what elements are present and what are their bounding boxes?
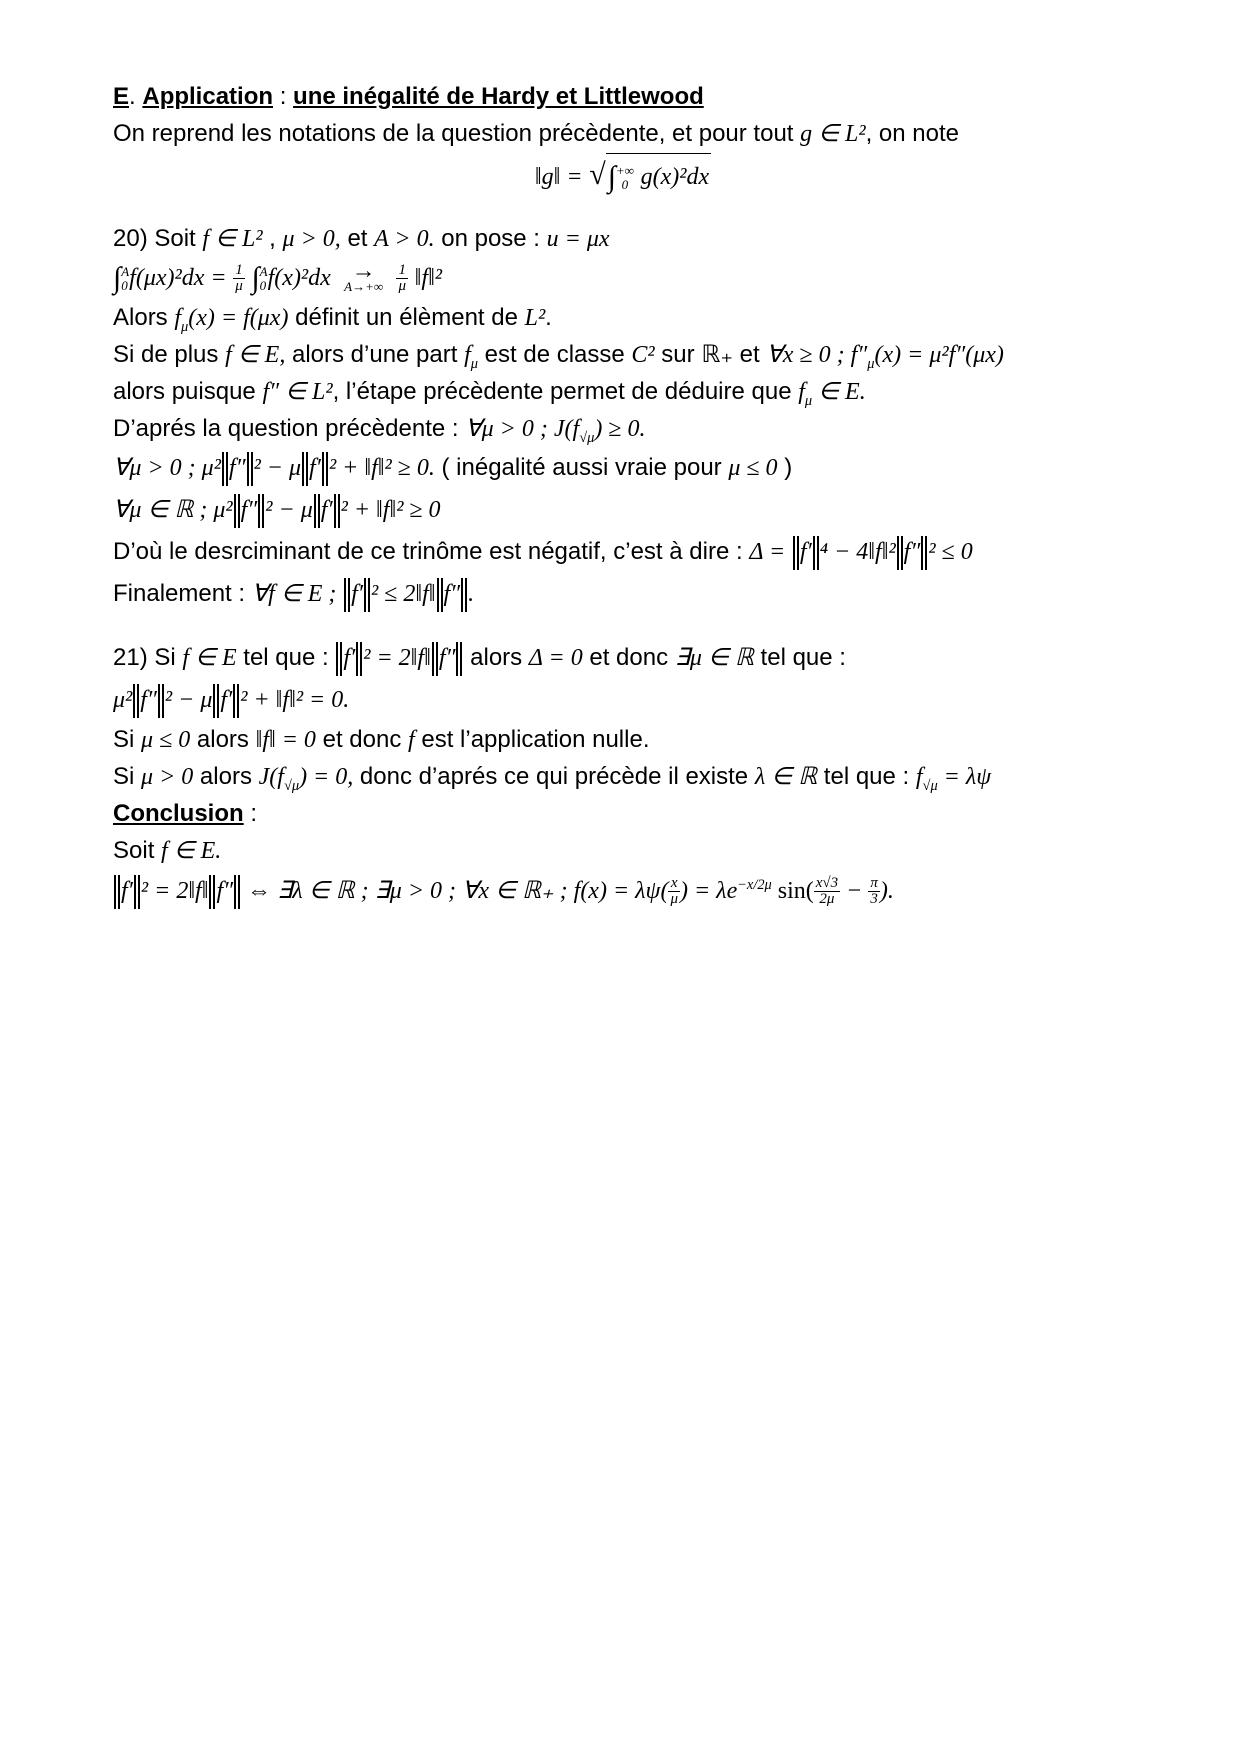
numerator: 1 — [233, 263, 245, 279]
limit-arrow — [344, 257, 384, 295]
math: ) = 0, — [299, 764, 354, 790]
norm-bar — [797, 536, 799, 570]
norm-bar — [158, 684, 160, 718]
text: alors — [463, 644, 529, 671]
math: − — [840, 878, 869, 904]
text: on pose : — [434, 225, 547, 252]
norm-bar — [368, 578, 370, 612]
integrand: g(x)²dx — [640, 164, 710, 190]
math: f ∈ E, — [225, 342, 286, 368]
subscript: √μ — [283, 777, 300, 794]
math: ‖f‖ = 0 — [255, 727, 316, 753]
text: Finalement : — [113, 580, 252, 607]
q20-line-7 — [113, 447, 1133, 489]
text: , l’étape précèdente permet de déduire que — [332, 378, 799, 405]
math: f ∈ E — [182, 645, 237, 671]
math: f — [174, 305, 182, 331]
math: ² + ‖f‖² ≥ 0 — [340, 497, 441, 523]
integral-icon: ∫ — [113, 261, 122, 295]
text: 21) Si — [113, 644, 183, 671]
math: ) ≥ 0. — [594, 416, 646, 442]
math: ‖f‖² — [414, 265, 442, 291]
norm-bar — [813, 536, 815, 570]
norm-bar — [356, 642, 358, 676]
fraction — [668, 876, 680, 907]
text: Si — [113, 726, 142, 753]
text: tel que : — [817, 763, 916, 790]
norm-bar — [461, 578, 463, 612]
math: μ > 0 — [141, 764, 194, 790]
norm-bar — [258, 494, 260, 528]
integral-limits — [260, 265, 268, 293]
norm-bar — [114, 875, 116, 909]
q21-line-3 — [113, 721, 1133, 758]
math: ) = λe — [679, 878, 738, 904]
intro-text: , on note — [865, 120, 960, 147]
lower-limit: 0 — [121, 277, 128, 293]
text: alors — [190, 726, 256, 753]
norm-bar — [238, 494, 240, 528]
math: f″ — [216, 878, 234, 904]
q21-line-1 — [113, 637, 1133, 679]
math: f′ — [220, 687, 233, 713]
norm-bar — [921, 536, 923, 570]
lower-limit: 0 — [259, 277, 267, 293]
sqrt-icon: √ — [589, 158, 606, 191]
norm-bar — [817, 536, 819, 570]
text: donc d’aprés ce qui précède il existe — [353, 763, 755, 790]
text: . — [545, 304, 552, 331]
lower-limit: 0 — [621, 176, 629, 192]
q20-line-2 — [113, 257, 1133, 299]
numerator: 1 — [396, 263, 408, 279]
intro-text: On reprend les notations de la question précèdente, et pour tout — [113, 120, 801, 147]
norm-bar — [344, 578, 346, 612]
q20-line-8 — [113, 489, 1133, 531]
denominator: μ — [670, 891, 678, 908]
norm-bar — [432, 642, 434, 676]
norm-bar — [222, 452, 224, 486]
norm-bar — [162, 684, 164, 718]
math: ² ≤ 2‖f‖ — [370, 581, 436, 607]
math: J(f — [258, 764, 284, 790]
norm-bar — [209, 875, 211, 909]
math: ² + ‖f‖² = 0. — [240, 687, 350, 713]
math: (x) = f(μx) — [188, 305, 289, 331]
math: f′ — [343, 645, 356, 671]
norm-bar — [133, 684, 135, 718]
math: μ² — [113, 687, 133, 713]
section-title-b: une inégalité de Hardy et Littlewood — [293, 83, 704, 110]
math: f″ — [443, 581, 461, 607]
text: alors d’une part — [285, 341, 465, 368]
numerator: π — [870, 875, 878, 892]
text: et donc — [582, 644, 675, 671]
fraction — [814, 876, 840, 907]
fraction — [396, 263, 408, 294]
math: ² = 2‖f‖ — [140, 878, 209, 904]
norm-bar — [364, 578, 366, 612]
conclusion-line-1 — [113, 832, 1133, 869]
subscript: √μ — [922, 777, 938, 794]
norm-bar — [338, 494, 340, 528]
text: tel que : — [753, 644, 846, 671]
norm-bar — [234, 494, 236, 528]
math: ² − μ — [265, 497, 313, 523]
math: ∀μ > 0 ; μ² — [113, 455, 221, 481]
integral-limits — [616, 164, 634, 192]
math: λ ∈ ℝ — [754, 764, 818, 790]
exponent: −x/2μ — [737, 877, 772, 893]
norm-bar — [237, 684, 239, 718]
math: f″ — [903, 539, 921, 565]
math: ² + ‖f‖² ≥ 0. — [328, 455, 435, 481]
conclusion-heading — [113, 795, 1133, 832]
norm-bar — [138, 875, 140, 909]
text: est de classe — [478, 341, 632, 368]
text: sur — [654, 341, 702, 368]
math: (x) = μ²f″(μx) — [874, 342, 1004, 368]
subscript: √μ — [579, 429, 595, 446]
math: f′ — [351, 581, 363, 607]
norm-bar — [456, 642, 458, 676]
math: f — [408, 727, 415, 753]
math: Δ = 0 — [528, 645, 583, 671]
text: tel que : — [236, 644, 336, 671]
upper-limit: +∞ — [615, 162, 634, 178]
text: Si — [113, 763, 142, 790]
text: et — [733, 341, 767, 368]
document-page — [113, 78, 1133, 913]
text: D’où le desrciminant de ce trinôme est négatif, c’est à dire : — [113, 538, 750, 565]
norm-bar — [322, 452, 324, 486]
norm-bar — [306, 452, 308, 486]
heading-separator: . — [129, 83, 143, 110]
norm-bar — [793, 536, 795, 570]
limit-subscript: A→+∞ — [344, 278, 384, 294]
heading-separator: : — [243, 800, 258, 827]
math: u = μx — [546, 226, 610, 252]
text: ( inégalité aussi vraie pour — [434, 454, 729, 481]
math: μ ≤ 0 — [141, 727, 191, 753]
norm-lhs: ‖g‖ = — [534, 164, 583, 190]
math: f″ ∈ L² — [262, 379, 333, 405]
math: f″ — [228, 455, 246, 481]
math: ). — [879, 878, 894, 904]
norm-bar — [213, 684, 215, 718]
text: et — [340, 225, 375, 252]
section-title-a: Application — [142, 83, 274, 110]
math: f″ — [438, 645, 456, 671]
integral-icon: ∫ — [607, 160, 616, 194]
math: . — [468, 581, 475, 607]
math: f″ — [140, 687, 157, 713]
heading-separator: : — [273, 83, 294, 110]
denominator: 3 — [870, 891, 878, 908]
q21-line-2 — [113, 679, 1133, 721]
math: f — [915, 764, 923, 790]
math: ² − μ — [253, 455, 302, 481]
upper-limit: A — [259, 263, 268, 279]
math: ⇔ ∃λ ∈ ℝ ; ∃μ > 0 ; ∀x ∈ ℝ₊ ; f(x) = λψ( — [241, 878, 669, 904]
text: Alors — [113, 304, 175, 331]
text: et donc — [315, 726, 408, 753]
math: ² ≤ 0 — [928, 539, 973, 565]
section-heading — [113, 78, 1133, 115]
fraction — [868, 876, 880, 907]
text: Si de plus — [113, 341, 226, 368]
norm-bar — [247, 452, 249, 486]
norm-bar — [118, 875, 120, 909]
norm-bar — [897, 536, 899, 570]
math: ∀x ≥ 0 ; f″ — [766, 342, 868, 368]
math: = λψ — [937, 764, 992, 790]
text: alors puisque — [113, 378, 263, 405]
math: f ∈ E. — [161, 838, 222, 864]
q20-line-3 — [113, 299, 1133, 336]
subscript: μ — [181, 318, 189, 335]
text: définit un élèment de — [288, 304, 525, 331]
conclusion-line-2 — [113, 869, 1133, 913]
denominator: μ — [398, 278, 406, 295]
norm-bar — [262, 494, 264, 528]
math: ℝ₊ — [701, 342, 733, 368]
math: f′ — [121, 878, 133, 904]
text: D’aprés la question précèdente : — [113, 415, 466, 442]
math: ² − μ — [164, 687, 213, 713]
math: sin( — [771, 878, 814, 904]
fraction — [233, 263, 245, 294]
norm-bar — [233, 684, 235, 718]
math: f — [464, 342, 471, 368]
integral-limits — [121, 265, 129, 293]
math: A > 0. — [374, 226, 435, 252]
math: ² = 2‖f‖ — [363, 645, 431, 671]
denominator: 2μ — [819, 891, 835, 908]
norm-bar — [314, 494, 316, 528]
intro-math: g ∈ L² — [800, 121, 866, 147]
math: ∀μ > 0 ; J(f — [465, 416, 580, 442]
norm-bar — [437, 578, 439, 612]
q20-line-5 — [113, 373, 1133, 410]
math: C² — [631, 342, 655, 368]
math: Δ = — [749, 539, 786, 565]
norm-bar — [302, 452, 304, 486]
conclusion-title: Conclusion — [113, 800, 244, 827]
text: alors — [193, 763, 259, 790]
subscript: μ — [867, 355, 875, 372]
arrow-icon: → — [351, 257, 376, 284]
math: f(μx)²dx = — [129, 265, 227, 291]
subscript: μ — [804, 392, 813, 409]
q20-line-9 — [113, 531, 1133, 573]
math: ∃μ ∈ ℝ — [674, 645, 754, 671]
norm-bar — [226, 452, 228, 486]
integral-icon: ∫ — [251, 261, 260, 295]
norm-bar — [441, 578, 443, 612]
norm-bar — [360, 642, 362, 676]
norm-bar — [326, 452, 328, 486]
norm-bar — [436, 642, 438, 676]
q20-line-10 — [113, 573, 1133, 615]
norm-bar — [901, 536, 903, 570]
denominator: μ — [235, 278, 243, 295]
norm-bar — [134, 875, 136, 909]
numerator: x√3 — [815, 875, 839, 892]
math: f′ — [799, 539, 812, 565]
norm-bar — [334, 494, 336, 528]
math: ∈ E. — [812, 379, 866, 405]
norm-bar — [336, 642, 338, 676]
norm-bar — [465, 578, 467, 612]
math: ∀f ∈ E ; — [251, 581, 337, 607]
math: L² — [524, 305, 546, 331]
norm-bar — [137, 684, 139, 718]
math: μ ≤ 0 — [728, 455, 778, 481]
q20-line-1 — [113, 220, 1133, 257]
norm-bar — [251, 452, 253, 486]
section-letter: E — [113, 83, 130, 110]
math: f″ — [240, 497, 258, 523]
norm-bar — [348, 578, 350, 612]
math: ∀μ ∈ ℝ ; μ² — [113, 497, 233, 523]
q20-line-4 — [113, 336, 1133, 373]
q21-line-4 — [113, 758, 1133, 795]
numerator: x — [668, 876, 680, 892]
upper-limit: A — [121, 263, 130, 279]
intro-line — [113, 115, 1133, 152]
q20-line-6 — [113, 410, 1133, 447]
text: 20) Soit — [113, 225, 203, 252]
norm-bar — [238, 875, 240, 909]
text: , — [262, 225, 283, 252]
text: Soit — [113, 837, 162, 864]
math: μ > 0, — [282, 226, 341, 252]
norm-bar — [234, 875, 236, 909]
math: f(x)²dx — [267, 265, 331, 291]
math: f ∈ L² — [202, 226, 263, 252]
math: f′ — [309, 455, 321, 481]
norm-definition — [113, 152, 1133, 198]
math: f′ — [320, 497, 333, 523]
math: ⁴ − 4‖f‖² — [819, 539, 896, 565]
math: f — [798, 379, 805, 405]
text: est l’application nulle. — [414, 726, 650, 753]
subscript: μ — [470, 355, 478, 372]
text: ) — [777, 454, 793, 481]
norm-bar — [318, 494, 320, 528]
